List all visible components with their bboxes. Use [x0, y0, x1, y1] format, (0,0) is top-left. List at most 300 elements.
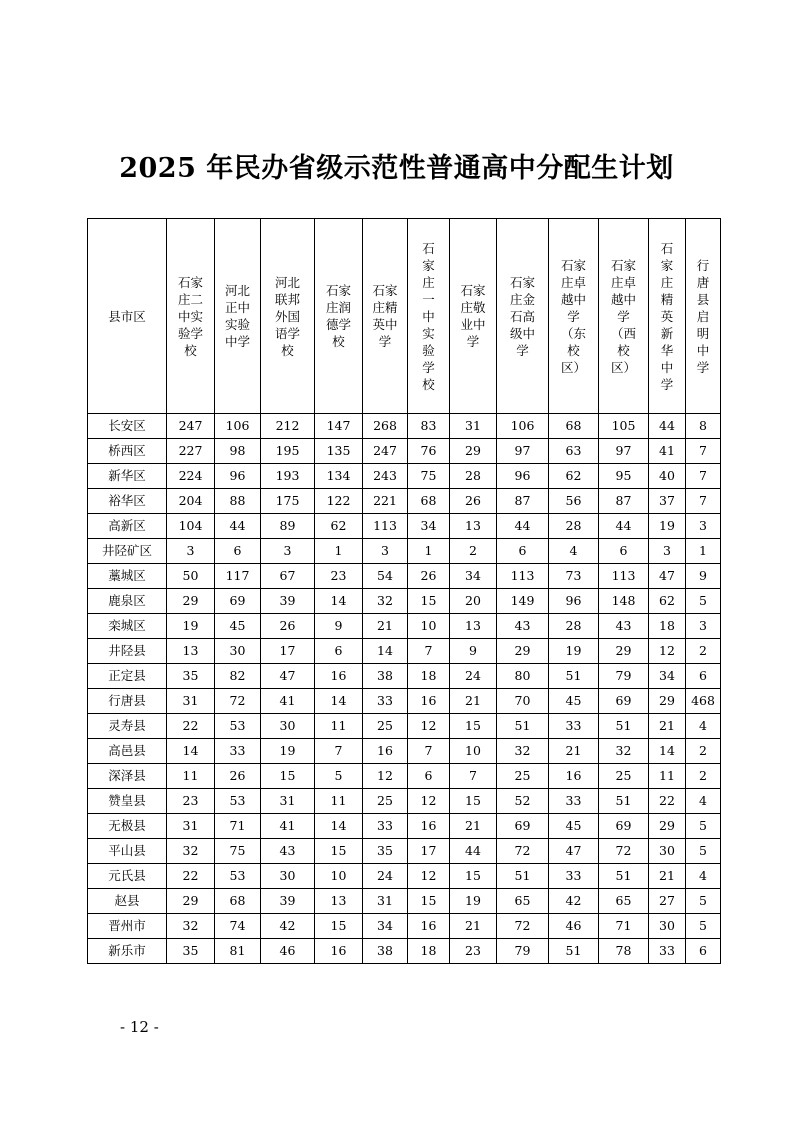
value-cell: 32: [363, 589, 408, 614]
table-row: [88, 489, 721, 514]
value-cell: 29: [167, 889, 215, 914]
value-cell: 1: [408, 539, 450, 564]
value-cell: 105: [599, 414, 649, 439]
value-cell: 18: [649, 614, 686, 639]
value-cell: 122: [315, 489, 363, 514]
value-cell: 31: [261, 789, 315, 814]
value-cell: 71: [215, 814, 261, 839]
value-cell: 3: [649, 539, 686, 564]
value-cell: 21: [649, 714, 686, 739]
column-header-school: [363, 219, 408, 414]
value-cell: 37: [649, 489, 686, 514]
value-cell: 6: [599, 539, 649, 564]
value-cell: 51: [497, 714, 549, 739]
value-cell: 87: [497, 489, 549, 514]
value-cell: 96: [497, 464, 549, 489]
value-cell: 12: [408, 714, 450, 739]
table-row: [88, 539, 721, 564]
value-cell: 47: [649, 564, 686, 589]
value-cell: 7: [450, 764, 497, 789]
value-cell: 72: [497, 914, 549, 939]
value-cell: 82: [215, 664, 261, 689]
value-cell: 43: [261, 839, 315, 864]
table-row: [88, 464, 721, 489]
value-cell: 16: [408, 689, 450, 714]
value-cell: 15: [408, 589, 450, 614]
value-cell: 6: [408, 764, 450, 789]
value-cell: 16: [315, 939, 363, 964]
value-cell: 21: [363, 614, 408, 639]
value-cell: 41: [261, 814, 315, 839]
value-cell: 62: [315, 514, 363, 539]
value-cell: 62: [549, 464, 599, 489]
value-cell: 268: [363, 414, 408, 439]
value-cell: 32: [497, 739, 549, 764]
value-cell: 28: [549, 514, 599, 539]
value-cell: 33: [649, 939, 686, 964]
allocation-plan-table: [87, 218, 721, 964]
column-header-school: [450, 219, 497, 414]
value-cell: 76: [408, 439, 450, 464]
value-cell: 6: [497, 539, 549, 564]
region-cell: 井陉矿区: [88, 539, 167, 564]
table-row: [88, 564, 721, 589]
value-cell: 33: [549, 864, 599, 889]
value-cell: 21: [549, 739, 599, 764]
value-cell: 29: [649, 814, 686, 839]
value-cell: 5: [686, 889, 721, 914]
column-header-label: 石 家 庄 精 英 新 华 中 学: [660, 240, 674, 392]
page-number: - 12 -: [120, 1018, 159, 1036]
value-cell: 19: [549, 639, 599, 664]
value-cell: 97: [497, 439, 549, 464]
value-cell: 74: [215, 914, 261, 939]
value-cell: 13: [450, 514, 497, 539]
value-cell: 15: [450, 789, 497, 814]
value-cell: 147: [315, 414, 363, 439]
value-cell: 62: [649, 589, 686, 614]
value-cell: 44: [649, 414, 686, 439]
value-cell: 44: [599, 514, 649, 539]
region-cell: 高新区: [88, 514, 167, 539]
table-row: [88, 764, 721, 789]
value-cell: 70: [497, 689, 549, 714]
value-cell: 26: [215, 764, 261, 789]
value-cell: 23: [167, 789, 215, 814]
column-header-label: 石家 庄卓 越中 学 （西 校 区）: [610, 257, 636, 375]
value-cell: 2: [686, 639, 721, 664]
value-cell: 39: [261, 589, 315, 614]
value-cell: 51: [549, 664, 599, 689]
value-cell: 33: [215, 739, 261, 764]
value-cell: 63: [549, 439, 599, 464]
value-cell: 45: [549, 689, 599, 714]
value-cell: 113: [599, 564, 649, 589]
table-row: [88, 714, 721, 739]
table-row: [88, 639, 721, 664]
value-cell: 117: [215, 564, 261, 589]
value-cell: 21: [450, 814, 497, 839]
value-cell: 79: [599, 664, 649, 689]
value-cell: 7: [408, 639, 450, 664]
value-cell: 15: [315, 839, 363, 864]
region-cell: 藁城区: [88, 564, 167, 589]
value-cell: 68: [215, 889, 261, 914]
table-row: [88, 789, 721, 814]
value-cell: 71: [599, 914, 649, 939]
value-cell: 16: [408, 914, 450, 939]
value-cell: 26: [450, 489, 497, 514]
value-cell: 5: [686, 839, 721, 864]
value-cell: 30: [261, 714, 315, 739]
column-header-school: [599, 219, 649, 414]
value-cell: 32: [599, 739, 649, 764]
value-cell: 247: [167, 414, 215, 439]
value-cell: 51: [599, 714, 649, 739]
column-header-label: 石家 庄二 中实 验学 校: [177, 274, 203, 358]
value-cell: 69: [215, 589, 261, 614]
value-cell: 11: [315, 714, 363, 739]
value-cell: 149: [497, 589, 549, 614]
table-row: [88, 614, 721, 639]
value-cell: 2: [686, 764, 721, 789]
value-cell: 13: [450, 614, 497, 639]
value-cell: 30: [649, 914, 686, 939]
value-cell: 53: [215, 789, 261, 814]
value-cell: 19: [261, 739, 315, 764]
value-cell: 16: [363, 739, 408, 764]
value-cell: 41: [649, 439, 686, 464]
table-row: [88, 689, 721, 714]
value-cell: 3: [686, 514, 721, 539]
column-header-school: [649, 219, 686, 414]
value-cell: 9: [450, 639, 497, 664]
value-cell: 16: [408, 814, 450, 839]
value-cell: 11: [315, 789, 363, 814]
value-cell: 25: [363, 714, 408, 739]
value-cell: 5: [315, 764, 363, 789]
value-cell: 14: [315, 689, 363, 714]
value-cell: 46: [549, 914, 599, 939]
value-cell: 15: [261, 764, 315, 789]
value-cell: 5: [686, 589, 721, 614]
value-cell: 35: [167, 664, 215, 689]
table-row: [88, 514, 721, 539]
value-cell: 72: [599, 839, 649, 864]
region-cell: 深泽县: [88, 764, 167, 789]
value-cell: 11: [167, 764, 215, 789]
value-cell: 14: [315, 589, 363, 614]
value-cell: 221: [363, 489, 408, 514]
region-cell: 井陉县: [88, 639, 167, 664]
value-cell: 23: [315, 564, 363, 589]
region-cell: 元氏县: [88, 864, 167, 889]
value-cell: 17: [408, 839, 450, 864]
value-cell: 21: [450, 914, 497, 939]
value-cell: 18: [408, 939, 450, 964]
region-cell: 栾城区: [88, 614, 167, 639]
value-cell: 6: [215, 539, 261, 564]
value-cell: 7: [686, 464, 721, 489]
value-cell: 34: [408, 514, 450, 539]
column-header-label: 河北 联邦 外国 语学 校: [274, 274, 300, 358]
value-cell: 89: [261, 514, 315, 539]
value-cell: 96: [549, 589, 599, 614]
value-cell: 24: [450, 664, 497, 689]
value-cell: 53: [215, 714, 261, 739]
column-header-label: 行 唐 县 启 明 中 学: [696, 257, 710, 375]
value-cell: 31: [167, 814, 215, 839]
column-header-label: 石家 庄金 石高 级中 学: [509, 274, 535, 358]
value-cell: 32: [167, 839, 215, 864]
value-cell: 12: [363, 764, 408, 789]
value-cell: 29: [167, 589, 215, 614]
value-cell: 35: [363, 839, 408, 864]
value-cell: 68: [549, 414, 599, 439]
value-cell: 80: [497, 664, 549, 689]
table-row: [88, 664, 721, 689]
value-cell: 29: [649, 689, 686, 714]
value-cell: 4: [549, 539, 599, 564]
value-cell: 10: [315, 864, 363, 889]
table-row: [88, 914, 721, 939]
value-cell: 31: [363, 889, 408, 914]
value-cell: 33: [363, 689, 408, 714]
value-cell: 3: [261, 539, 315, 564]
value-cell: 3: [167, 539, 215, 564]
value-cell: 227: [167, 439, 215, 464]
value-cell: 46: [261, 939, 315, 964]
value-cell: 175: [261, 489, 315, 514]
table-row: [88, 814, 721, 839]
column-header-school: [167, 219, 215, 414]
value-cell: 14: [649, 739, 686, 764]
region-cell: 桥西区: [88, 439, 167, 464]
value-cell: 45: [215, 614, 261, 639]
value-cell: 19: [649, 514, 686, 539]
value-cell: 56: [549, 489, 599, 514]
value-cell: 51: [497, 864, 549, 889]
value-cell: 34: [363, 914, 408, 939]
column-header-region: [88, 219, 167, 414]
value-cell: 12: [408, 864, 450, 889]
value-cell: 39: [261, 889, 315, 914]
value-cell: 17: [261, 639, 315, 664]
value-cell: 12: [408, 789, 450, 814]
value-cell: 72: [497, 839, 549, 864]
value-cell: 10: [408, 614, 450, 639]
value-cell: 78: [599, 939, 649, 964]
table-header-row: [88, 219, 721, 414]
value-cell: 67: [261, 564, 315, 589]
column-header-label: 河北 正中 实验 中学: [224, 283, 250, 349]
value-cell: 98: [215, 439, 261, 464]
value-cell: 10: [450, 739, 497, 764]
value-cell: 69: [497, 814, 549, 839]
value-cell: 51: [599, 864, 649, 889]
value-cell: 81: [215, 939, 261, 964]
value-cell: 47: [261, 664, 315, 689]
value-cell: 43: [599, 614, 649, 639]
value-cell: 27: [649, 889, 686, 914]
value-cell: 468: [686, 689, 721, 714]
value-cell: 33: [549, 714, 599, 739]
value-cell: 16: [315, 664, 363, 689]
value-cell: 97: [599, 439, 649, 464]
value-cell: 73: [549, 564, 599, 589]
value-cell: 16: [549, 764, 599, 789]
value-cell: 113: [363, 514, 408, 539]
value-cell: 65: [599, 889, 649, 914]
value-cell: 2: [686, 739, 721, 764]
value-cell: 29: [497, 639, 549, 664]
value-cell: 25: [599, 764, 649, 789]
value-cell: 95: [599, 464, 649, 489]
value-cell: 243: [363, 464, 408, 489]
value-cell: 69: [599, 814, 649, 839]
value-cell: 14: [315, 814, 363, 839]
value-cell: 21: [649, 864, 686, 889]
value-cell: 30: [215, 639, 261, 664]
table-row: [88, 589, 721, 614]
value-cell: 2: [450, 539, 497, 564]
value-cell: 3: [363, 539, 408, 564]
column-header-school: [315, 219, 363, 414]
document-title: 2025 年民办省级示范性普通高中分配生计划: [119, 153, 674, 184]
value-cell: 69: [599, 689, 649, 714]
value-cell: 35: [167, 939, 215, 964]
column-header-label: 石家 庄润 德学 校: [325, 283, 351, 349]
column-header-school: [497, 219, 549, 414]
value-cell: 15: [408, 889, 450, 914]
value-cell: 31: [450, 414, 497, 439]
value-cell: 24: [363, 864, 408, 889]
value-cell: 54: [363, 564, 408, 589]
value-cell: 38: [363, 939, 408, 964]
value-cell: 18: [408, 664, 450, 689]
column-header-school: [408, 219, 450, 414]
value-cell: 106: [497, 414, 549, 439]
value-cell: 32: [167, 914, 215, 939]
value-cell: 247: [363, 439, 408, 464]
value-cell: 13: [167, 639, 215, 664]
value-cell: 42: [549, 889, 599, 914]
value-cell: 30: [649, 839, 686, 864]
value-cell: 15: [450, 864, 497, 889]
value-cell: 23: [450, 939, 497, 964]
value-cell: 25: [363, 789, 408, 814]
table-row: [88, 939, 721, 964]
column-header-school: [549, 219, 599, 414]
value-cell: 38: [363, 664, 408, 689]
value-cell: 88: [215, 489, 261, 514]
column-header-school: [261, 219, 315, 414]
region-cell: 裕华区: [88, 489, 167, 514]
value-cell: 135: [315, 439, 363, 464]
value-cell: 9: [315, 614, 363, 639]
value-cell: 7: [686, 439, 721, 464]
value-cell: 4: [686, 789, 721, 814]
column-header-school: [215, 219, 261, 414]
value-cell: 42: [261, 914, 315, 939]
value-cell: 13: [315, 889, 363, 914]
value-cell: 106: [215, 414, 261, 439]
value-cell: 44: [497, 514, 549, 539]
value-cell: 19: [167, 614, 215, 639]
value-cell: 193: [261, 464, 315, 489]
value-cell: 7: [686, 489, 721, 514]
column-header-label: 石 家 庄 一 中 实 验 学 校: [422, 240, 435, 392]
value-cell: 7: [408, 739, 450, 764]
value-cell: 47: [549, 839, 599, 864]
value-cell: 53: [215, 864, 261, 889]
column-header-label: 石家 庄敬 业中 学: [460, 283, 486, 349]
region-cell: 灵寿县: [88, 714, 167, 739]
value-cell: 21: [450, 689, 497, 714]
region-cell: 赞皇县: [88, 789, 167, 814]
value-cell: 50: [167, 564, 215, 589]
region-cell: 新华区: [88, 464, 167, 489]
region-cell: 新乐市: [88, 939, 167, 964]
value-cell: 1: [686, 539, 721, 564]
value-cell: 31: [167, 689, 215, 714]
value-cell: 75: [408, 464, 450, 489]
value-cell: 11: [649, 764, 686, 789]
value-cell: 148: [599, 589, 649, 614]
value-cell: 25: [497, 764, 549, 789]
table-row: [88, 889, 721, 914]
value-cell: 113: [497, 564, 549, 589]
value-cell: 72: [215, 689, 261, 714]
value-cell: 44: [215, 514, 261, 539]
value-cell: 33: [363, 814, 408, 839]
value-cell: 34: [649, 664, 686, 689]
value-cell: 34: [450, 564, 497, 589]
value-cell: 9: [686, 564, 721, 589]
value-cell: 26: [408, 564, 450, 589]
value-cell: 5: [686, 914, 721, 939]
value-cell: 212: [261, 414, 315, 439]
region-cell: 行唐县: [88, 689, 167, 714]
value-cell: 51: [549, 939, 599, 964]
value-cell: 26: [261, 614, 315, 639]
value-cell: 204: [167, 489, 215, 514]
value-cell: 44: [450, 839, 497, 864]
value-cell: 3: [686, 614, 721, 639]
value-cell: 79: [497, 939, 549, 964]
region-cell: 正定县: [88, 664, 167, 689]
region-cell: 无极县: [88, 814, 167, 839]
value-cell: 6: [686, 664, 721, 689]
region-cell: 平山县: [88, 839, 167, 864]
table-row: [88, 839, 721, 864]
table-row: [88, 414, 721, 439]
region-cell: 晋州市: [88, 914, 167, 939]
region-cell: 赵县: [88, 889, 167, 914]
value-cell: 29: [450, 439, 497, 464]
column-header-school: [686, 219, 721, 414]
value-cell: 22: [167, 864, 215, 889]
region-cell: 高邑县: [88, 739, 167, 764]
table-row: [88, 864, 721, 889]
value-cell: 68: [408, 489, 450, 514]
value-cell: 75: [215, 839, 261, 864]
value-cell: 15: [315, 914, 363, 939]
value-cell: 5: [686, 814, 721, 839]
value-cell: 1: [315, 539, 363, 564]
value-cell: 195: [261, 439, 315, 464]
value-cell: 96: [215, 464, 261, 489]
